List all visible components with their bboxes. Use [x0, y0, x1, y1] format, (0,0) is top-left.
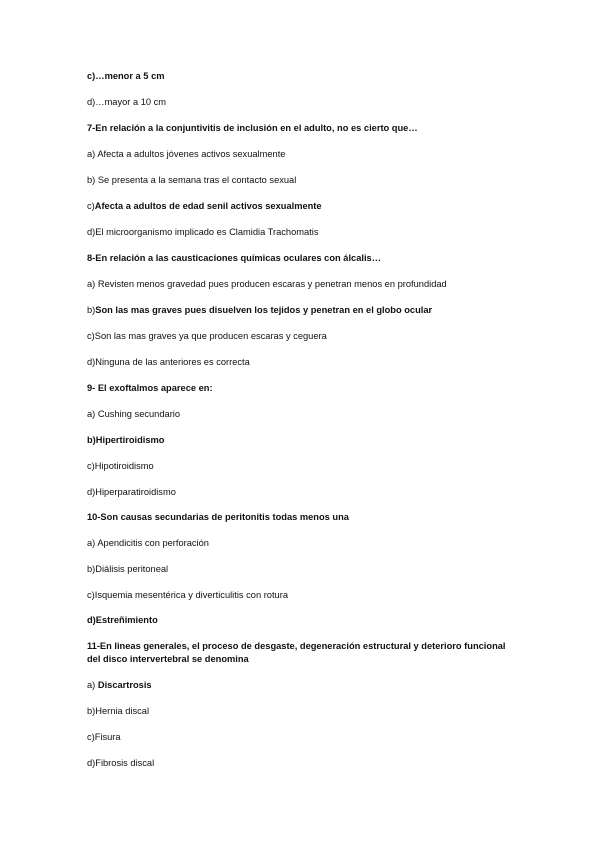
- line-option-c-q6: [87, 70, 527, 83]
- q10-option-c: [87, 589, 527, 602]
- question-text: 8-En relación a las causticaciones químicas oculares con álcalis…: [87, 253, 382, 263]
- option-text: Discartrosis: [97, 680, 152, 690]
- q11-option-b: [87, 705, 527, 718]
- option-text: c)Son las mas graves ya que producen escaras y ceguera: [87, 331, 327, 341]
- question-text: 11-En lineas generales, el proceso de desgaste, degeneración estructural y deterioro funcional del disco intervertebral se denomina: [87, 641, 506, 664]
- question-11: [87, 640, 517, 666]
- question-9: [87, 382, 527, 395]
- option-text: a) Revisten menos gravedad pues producen escaras y penetran menos en profundidad: [87, 279, 447, 289]
- q9-option-c: [87, 460, 527, 473]
- q8-option-a: [87, 278, 527, 291]
- option-text: d)Fibrosis discal: [87, 758, 155, 768]
- option-prefix: a): [87, 680, 98, 690]
- option-text: b)Diálisis peritoneal: [87, 564, 169, 574]
- q9-option-d: [87, 486, 527, 499]
- option-text: b) Se presenta a la semana tras el contacto sexual: [87, 175, 297, 185]
- q11-option-d: [87, 757, 527, 770]
- q7-option-c: [87, 200, 527, 213]
- line-option-d-q6: [87, 96, 527, 109]
- option-text: d)Hiperparatiroidismo: [87, 487, 176, 497]
- option-text: c)Hipotiroidismo: [87, 461, 154, 471]
- q8-option-c: [87, 330, 527, 343]
- question-text: 7-En relación a la conjuntivitis de inclusión en el adulto, no es cierto que…: [87, 123, 418, 133]
- option-text: Son las mas graves pues disuelven los tejidos y penetran en el globo ocular: [95, 305, 433, 315]
- q7-option-b: [87, 174, 527, 187]
- q8-option-d: [87, 356, 527, 369]
- q10-option-d: [87, 614, 527, 627]
- option-text: a) Cushing secundario: [87, 409, 181, 419]
- option-text: a) Apendicitis con perforación: [87, 538, 209, 548]
- q8-option-b: [87, 304, 527, 317]
- q10-option-b: [87, 563, 527, 576]
- q7-option-d: [87, 226, 527, 239]
- q7-option-a: [87, 148, 527, 161]
- option-prefix: b): [87, 305, 96, 315]
- q11-option-a: [87, 679, 527, 692]
- question-text: 10-Son causas secundarias de peritonitis todas menos una: [87, 512, 349, 522]
- option-text: d)El microorganismo implicado es Clamidia Trachomatis: [87, 227, 319, 237]
- q9-option-a: [87, 408, 527, 421]
- option-text: d)…mayor a 10 cm: [87, 97, 167, 107]
- option-text: c)Isquemia mesentérica y diverticulitis con rotura: [87, 590, 288, 600]
- question-8: [87, 252, 527, 265]
- option-text: c)…menor a 5 cm: [87, 71, 165, 81]
- option-text: b)Hipertiroidismo: [87, 435, 165, 445]
- option-text: a) Afecta a adultos jóvenes activos sexualmente: [87, 149, 286, 159]
- question-10: [87, 511, 527, 524]
- option-prefix: c): [87, 201, 95, 211]
- option-text: c)Fisura: [87, 732, 121, 742]
- option-text: d)Estreñimiento: [87, 615, 158, 625]
- q11-option-c: [87, 731, 527, 744]
- question-text: 9- El exoftalmos aparece en:: [87, 383, 213, 393]
- option-text: b)Hernia discal: [87, 706, 150, 716]
- question-7: [87, 122, 527, 135]
- q9-option-b: [87, 434, 527, 447]
- q10-option-a: [87, 537, 527, 550]
- option-text: d)Ninguna de las anteriores es correcta: [87, 357, 250, 367]
- option-text: Afecta a adultos de edad senil activos sexualmente: [94, 201, 322, 211]
